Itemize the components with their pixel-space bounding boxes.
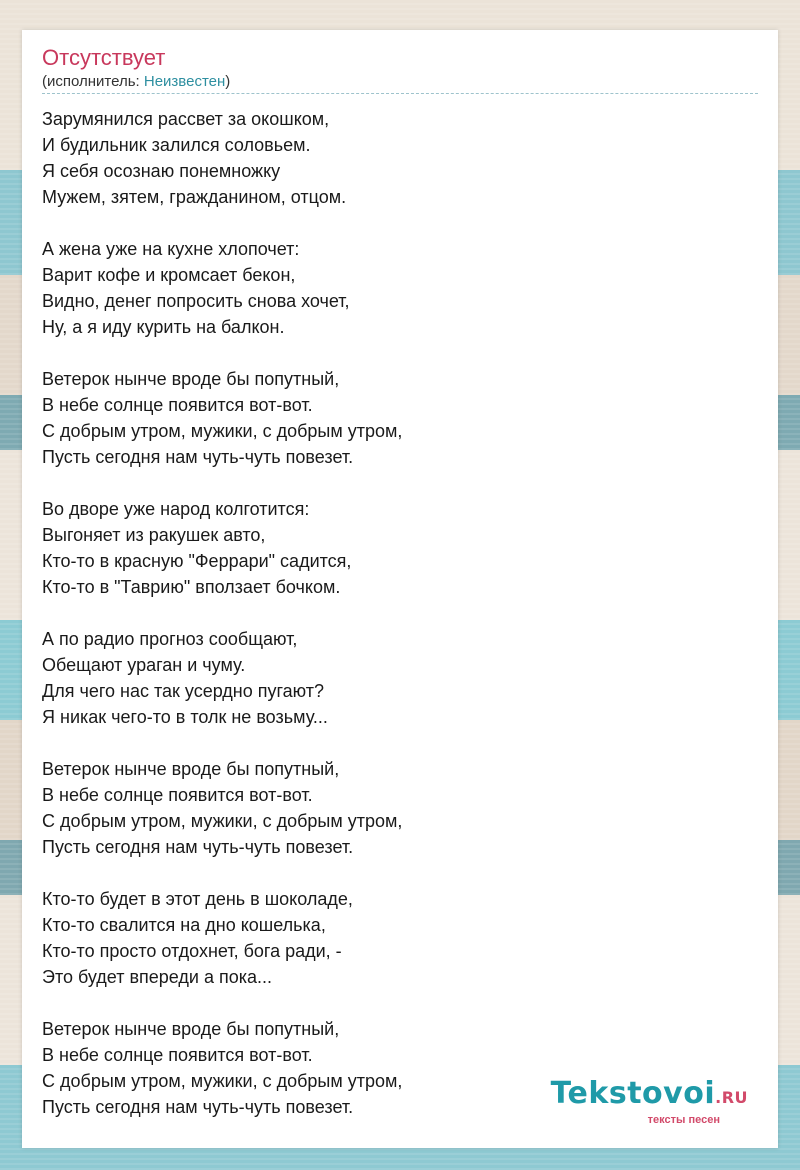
lyric-line: Мужем, зятем, гражданином, отцом. [42, 187, 347, 207]
logo-tagline: тексты песен [647, 1114, 720, 1126]
lyric-line: Ветерок нынче вроде бы попутный, [42, 1019, 340, 1039]
song-title: Отсутствует [42, 45, 166, 70]
header-divider [42, 93, 758, 94]
lyric-line: А жена уже на кухне хлопочет: [42, 239, 300, 259]
lyric-line: Пусть сегодня нам чуть-чуть повезет. [42, 447, 354, 467]
lyrics-body [42, 106, 758, 1146]
lyric-line: Ветерок нынче вроде бы попутный, [42, 759, 340, 779]
stanza-2 [42, 236, 758, 340]
logo-domain: .RU [715, 1088, 748, 1107]
lyric-line: Во дворе уже народ колготится: [42, 499, 310, 519]
lyric-line: Пусть сегодня нам чуть-чуть повезет. [42, 1097, 354, 1117]
artist-line [42, 72, 230, 92]
lyric-line: В небе солнце появится вот-вот. [42, 1045, 313, 1065]
lyric-line: Кто-то в "Таврию" вползает бочком. [42, 577, 341, 597]
artist-suffix: ) [225, 73, 231, 90]
lyric-line: Выгоняет из ракушек авто, [42, 525, 266, 545]
stanza-4 [42, 496, 758, 600]
lyric-line: Для чего нас так усердно пугают? [42, 681, 325, 701]
lyric-line: Я себя осознаю понемножку [42, 161, 281, 181]
lyric-line: Обещают ураган и чуму. [42, 655, 246, 675]
stanza-7 [42, 886, 758, 990]
stanza-5 [42, 626, 758, 730]
lyric-line: Я никак чего-то в толк не возьму... [42, 707, 328, 727]
lyrics-card [22, 30, 778, 1148]
lyric-line: Видно, денег попросить снова хочет, [42, 291, 350, 311]
lyric-line: С добрым утром, мужики, с добрым утром, [42, 1071, 403, 1091]
lyric-line: В небе солнце появится вот-вот. [42, 395, 313, 415]
lyric-line: Варит кофе и кромсает бекон, [42, 265, 296, 285]
lyric-line: Зарумянился рассвет за окошком, [42, 109, 330, 129]
site-logo[interactable] [551, 1078, 748, 1126]
lyric-line: А по радио прогноз сообщают, [42, 629, 298, 649]
lyric-line: С добрым утром, мужики, с добрым утром, [42, 811, 403, 831]
lyric-line: Ветерок нынче вроде бы попутный, [42, 369, 340, 389]
lyric-line: Кто-то будет в этот день в шоколаде, [42, 889, 353, 909]
lyric-line: Пусть сегодня нам чуть-чуть повезет. [42, 837, 354, 857]
lyric-line: С добрым утром, мужики, с добрым утром, [42, 421, 403, 441]
lyric-line: Кто-то в красную "Феррари" садится, [42, 551, 352, 571]
lyric-line: Это будет впереди а пока... [42, 967, 273, 987]
stanza-3 [42, 366, 758, 470]
logo-name: Tekstovoi [550, 1076, 716, 1111]
lyric-line: В небе солнце появится вот-вот. [42, 785, 313, 805]
artist-prefix: (исполнитель: [42, 73, 144, 90]
stanza-6 [42, 756, 758, 860]
lyric-line: Кто-то просто отдохнет, бога ради, - [42, 941, 342, 961]
logo-wordmark [551, 1078, 748, 1114]
artist-link[interactable]: Неизвестен [143, 73, 226, 90]
lyric-line: И будильник залился соловьем. [42, 135, 311, 155]
stanza-1 [42, 106, 758, 210]
lyric-line: Ну, а я иду курить на балкон. [42, 317, 285, 337]
lyric-line: Кто-то свалится на дно кошелька, [42, 915, 326, 935]
